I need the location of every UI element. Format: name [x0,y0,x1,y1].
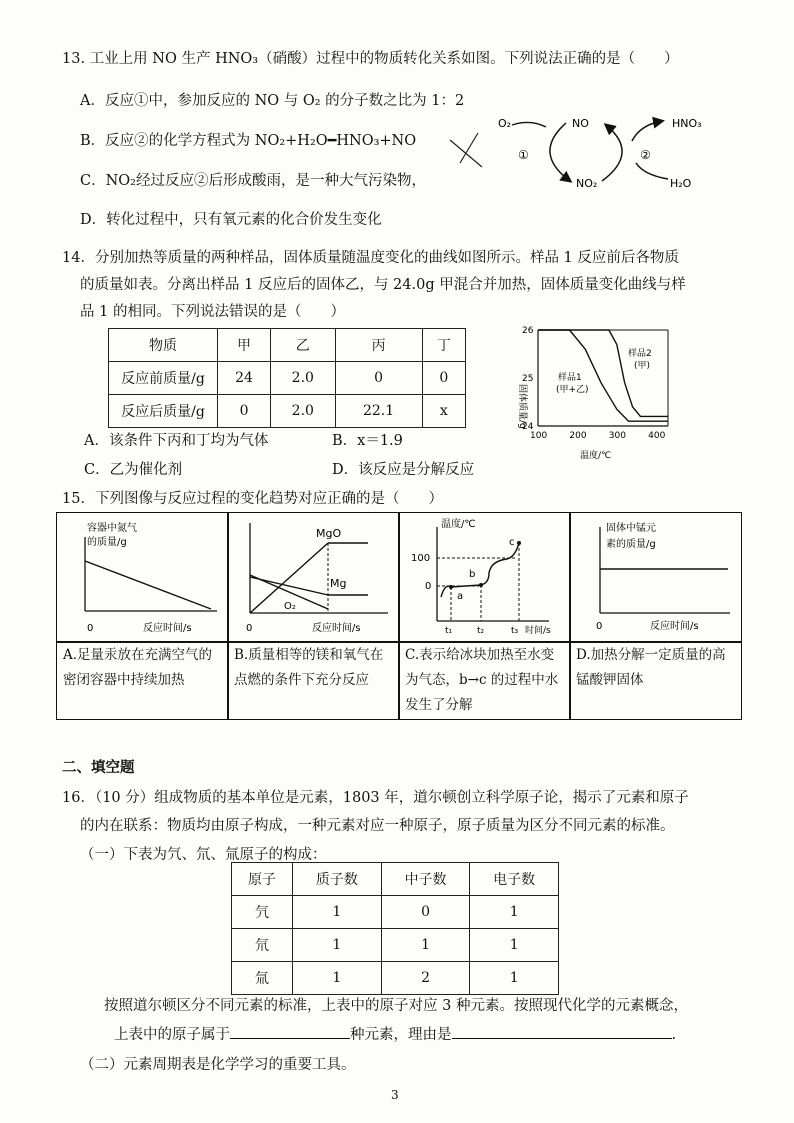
table-row [109,395,466,428]
q16-stem-1: 16．（10 分）组成物质的基本单位是元素，1803 年，道尔顿创立科学原子论，揭示了元素和原子 [62,790,689,806]
sample2-label: 样品2 [628,349,652,359]
q13-cycle-diagram [440,105,740,195]
table-cell: 0 [381,896,470,929]
graph-c [399,513,569,641]
graph-c-caption: C.表示给冰块加热至水变为气态，b→c 的过程中水发生了分解 [405,647,559,713]
table-row [109,362,466,395]
chart-x-tick: 100 [530,431,548,441]
arc-right [602,125,622,181]
table-cell: 2 [381,962,470,995]
q14-mass-temperature-chart [500,322,680,462]
q16-line-2 [114,1023,676,1044]
table-row [109,329,466,362]
graph-b [228,513,398,641]
arc-left [550,123,570,181]
chart-y-tick: 26 [522,326,534,336]
q15-graph-grid [56,512,742,720]
q13-option-c: C．NO₂经过反应②后形成酸雨，是一种大气污染物， [80,173,426,189]
diagram-r1: ① [518,148,529,162]
diagram-no-top: NO [572,117,589,130]
q13-stem: 13. 工业上用 NO 生产 HNO₃（硝酸）过程中的物质转化关系如图。下列说法正确的是（ ） [62,51,679,67]
q16-line-2-c: . [671,1027,677,1043]
table-cell: 0 [422,362,465,395]
section-title: 二、填空题 [62,760,135,776]
diagram-no2: NO₂ [576,177,598,190]
table-row [232,962,559,995]
scribble-mark [450,133,482,167]
graph-c-ylabel: 温度/℃ [441,519,476,530]
q14-stem-2: 的质量如表。分离出样品 1 反应后的固体乙，与 24.0g 甲混合并加热，固体质量变化曲线与样 [80,277,686,293]
graph-c-t3: t₃ [511,626,519,636]
graph-c-xlabel: 时间/s [525,626,551,636]
table-header: 原子 [232,863,293,896]
diagram-hno3: HNO₃ [672,117,702,130]
q14-mass-table [108,328,466,428]
graph-a-ylabel-2: 的质量/g [87,537,127,548]
graph-b-origin: 0 [246,623,253,634]
graph-d-ylabel-1: 固体中锰元 [606,523,656,534]
graph-c-a: a [457,591,464,602]
table-cell: 0 [218,395,271,428]
q16-atom-table [231,862,559,995]
table-cell: 1 [293,896,382,929]
graph-b-caption: B.质量相等的镁和氧气在点燃的条件下充分反应 [234,647,384,688]
graph-b-o2-label: O₂ [284,601,296,612]
q13-option-d: D．转化过程中，只有氧元素的化合价发生变化 [80,212,382,228]
chart-x-tick: 400 [648,431,666,441]
q16-line-1: 按照道尔顿区分不同元素的标准，上表中的原子对应 3 种元素。按照现代化学的元素概念， [104,998,688,1014]
table-cell: 1 [293,929,382,962]
table-header: 甲 [218,329,271,362]
q14-stem-3: 品 1 的相同。下列说法错误的是（ ） [80,304,345,320]
q13-option-a: A．反应①中，参加反应的 NO 与 O₂ 的分子数之比为 1：2 [80,93,465,109]
sample1-label: 样品1 [558,373,582,383]
table-cell: 1 [470,929,559,962]
graph-d-caption: D.加热分解一定质量的高锰酸钾固体 [576,647,726,688]
table-header: 丁 [422,329,465,362]
q16-sub-1: （一）下表为氕、氘、氚原子的构成： [80,847,327,863]
q14-option-b: B．x＝1.9 [332,433,403,449]
table-row [232,863,559,896]
page-number: 3 [391,1088,399,1102]
graph-a [57,513,227,641]
graph-c-100: 100 [411,553,431,564]
q14-option-c: C．乙为催化剂 [84,462,183,478]
q14-option-d: D．该反应是分解反应 [332,462,475,478]
table-cell: 反应前质量/g [109,362,218,395]
sample1-sublabel: (甲+乙) [556,385,589,395]
q16-sub-2: （二）元素周期表是化学学习的重要工具。 [80,1057,356,1073]
q13-option-b: B．反应②的化学方程式为 NO₂+H₂O━HNO₃+NO [80,133,417,149]
table-header: 中子数 [381,863,470,896]
table-header: 乙 [271,329,335,362]
chart-x-tick: 200 [569,431,587,441]
diagram-h2o: H₂O [670,177,692,190]
arrow-from-h2o [636,163,668,179]
table-cell: 氕 [232,896,293,929]
graph-c-b: b [469,569,476,580]
q14-stem-1: 14．分别加热等质量的两种样品，固体质量随温度变化的曲线如图所示。样品 1 反应前后各物质 [62,250,679,266]
diagram-r2: ② [640,148,651,162]
graph-d-xlabel: 反应时间/s [650,621,699,632]
table-header: 物质 [109,329,218,362]
q16-line-2-b: 种元素，理由是 [350,1027,452,1043]
graph-b-mgo-label: MgO [316,527,342,540]
graph-b-mg-label: Mg [330,577,347,590]
table-header: 质子数 [293,863,382,896]
table-row [232,929,559,962]
table-row [232,896,559,929]
graph-d-origin: 0 [596,621,603,632]
table-cell: 1 [381,929,470,962]
arrow-to-hno3 [632,121,662,141]
chart-y-tick: 25 [522,374,534,384]
q15-stem: 15．下列图像与反应过程的变化趋势对应正确的是（ ） [62,491,443,507]
graph-c-t2: t₂ [477,626,485,636]
table-cell: 1 [470,896,559,929]
graph-b-xlabel: 反应时间/s [312,623,361,634]
graph-a-ylabel-1: 容器中氮气 [87,523,137,534]
answer-blank-reason[interactable] [452,1038,672,1039]
graph-a-xlabel: 反应时间/s [143,623,192,634]
graph-a-caption: A.足量汞放在充满空气的密闭容器中持续加热 [63,647,213,688]
table-cell: 22.1 [335,395,422,428]
sample2-sublabel: (甲) [634,361,651,371]
graph-c-c: c [509,537,515,548]
chart-x-tick: 300 [608,431,626,441]
table-cell: x [422,395,465,428]
q16-line-2-a: 上表中的原子属于 [114,1027,230,1043]
q14-option-a: A．该条件下丙和丁均为气体 [84,433,269,449]
graph-c-t1: t₁ [445,626,453,636]
graph-d [570,513,740,641]
table-cell: 24 [218,362,271,395]
table-header: 丙 [335,329,422,362]
table-cell: 1 [293,962,382,995]
table-cell: 0 [335,362,422,395]
chart-ylabel: 固体质量/g [517,384,527,429]
graph-a-origin: 0 [87,623,94,634]
graph-d-ylabel-2: 素的质量/g [606,539,656,550]
table-header: 电子数 [470,863,559,896]
table-cell: 氚 [232,962,293,995]
graph-a-line [85,561,211,609]
chart-y-tick: 24 [522,422,534,432]
table-cell: 1 [470,962,559,995]
table-cell: 反应后质量/g [109,395,218,428]
chart-xlabel: 温度/℃ [580,451,612,461]
table-cell: 2.0 [271,395,335,428]
graph-c-curve [441,543,519,597]
diagram-o2: O₂ [498,117,512,130]
graph-c-0: 0 [425,581,432,592]
table-cell: 氘 [232,929,293,962]
answer-blank-count[interactable] [230,1038,350,1039]
q16-stem-2: 的内在联系：物质均由原子构成，一种元素对应一种原子，原子质量为区分不同元素的标准。 [80,818,675,834]
table-cell: 2.0 [271,362,335,395]
